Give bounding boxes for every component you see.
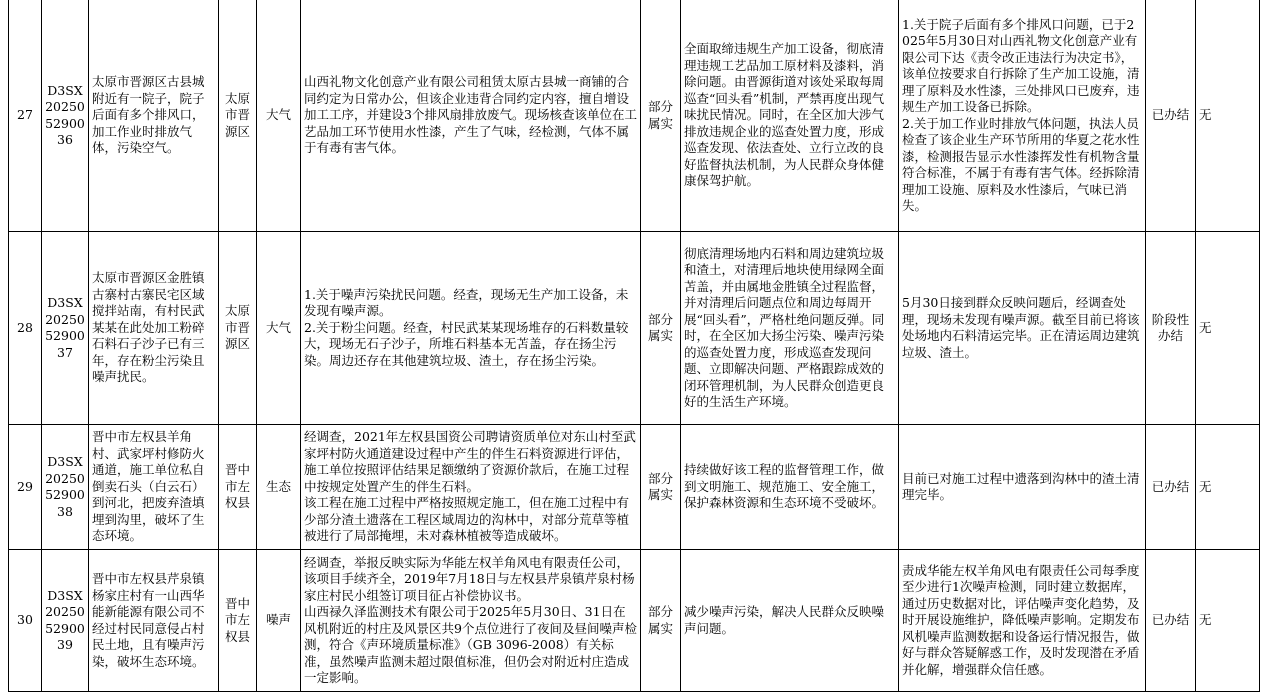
status: 已办结: [1146, 550, 1196, 692]
complaint-content: 晋中市左权县芹泉镇杨家庄村有一山西华能新能源有限公司不经过村民同意侵占村民土地，且有噪声污染，破坏生态环境。: [89, 550, 219, 692]
case-code: D3SX2025052900 37: [42, 232, 89, 425]
case-code: D3SX2025052900 36: [42, 0, 89, 232]
accountability: 无: [1196, 550, 1260, 692]
pollution-type: 噪声: [257, 550, 301, 692]
progress: 目前已对施工过程中遗落到沟林中的渣土清理完毕。: [899, 425, 1146, 550]
verdict: 部分属实: [641, 232, 681, 425]
verdict: 部分属实: [641, 550, 681, 692]
row-number: 27: [9, 0, 42, 232]
progress: 责成华能左权羊角风电有限责任公司每季度至少进行1次噪声检测，同时建立数据库，通过历史数据对比，评估噪声变化趋势，及时开展设施维护，降低噪声影响。定期发布风机噪声监测数据和设备运行情况报告，做好与群众答疑解惑工作，及时发现潜在矛盾并化解，增强群众信任感。: [899, 550, 1146, 692]
district: 太原市晋源区: [219, 0, 257, 232]
progress: 5月30日接到群众反映问题后，经调查处理，现场未发现有噪声源。截至目前已将该处场地内石料清运完毕。正在清运周边建筑垃圾、渣土。: [899, 232, 1146, 425]
rectification-measures: 减少噪声污染，解决人民群众反映噪声问题。: [681, 550, 899, 692]
status: 阶段性办结: [1146, 232, 1196, 425]
rectification-measures: 彻底清理场地内石料和周边建筑垃圾和渣土，对清理后地块使用绿网全面苫盖，并由属地金胜镇全过程监督，并对清理后问题点位和周边每周开展“回头看”，严格杜绝问题反弹。同时，在全区加大扬尘污染、噪声污染的巡查处置力度，形成巡查发现问题、立即解决问题、严格跟踪成效的闭环管理机制，为人民群众创造更良好的生活生产环境。: [681, 232, 899, 425]
table-row: [9, 550, 1260, 692]
verdict: 部分属实: [641, 425, 681, 550]
complaint-content: 太原市晋源区金胜镇古寨村古寨民宅区域搅拌站南，有村民武某某在此处加工粉碎石料石子沙子已有三年，存在粉尘污染且噪声扰民。: [89, 232, 219, 425]
case-table: [8, 0, 1260, 692]
status: 已办结: [1146, 0, 1196, 232]
status: 已办结: [1146, 425, 1196, 550]
accountability: 无: [1196, 425, 1260, 550]
rectification-measures: 全面取缔违规生产加工设备，彻底清理违规工艺品加工原材料及漆料，消除问题。由晋源街道对该处采取每周巡查“回头看”机制，严禁再度出现气味扰民情况。同时，在全区加大涉气排放违规企业的巡查处置力度，形成巡查发现、依法查处、立行立改的良好监督执法机制，为人民群众身体健康保驾护航。: [681, 0, 899, 232]
complaint-content: 太原市晋源区古县城附近有一院子，院子后面有多个排风口，加工作业时排放气体，污染空气。: [89, 0, 219, 232]
table-row: [9, 425, 1260, 550]
row-number: 29: [9, 425, 42, 550]
table-row: [9, 232, 1260, 425]
investigation-result: 山西礼物文化创意产业有限公司租赁太原古县城一商铺的合同约定为日常办公，但该企业违背合同约定内容，擅自增设加工工序，并建设3个排风扇排放废气。现场核查该单位在工艺品加工环节使用水性漆，产生了气味，经检测，气体不属于有毒有害气体。: [301, 0, 641, 232]
accountability: 无: [1196, 232, 1260, 425]
row-number: 28: [9, 232, 42, 425]
progress: 1.关于院子后面有多个排风口问题，已于2025年5月30日对山西礼物文化创意产业有限公司下达《责令改正违法行为决定书》，该单位按要求自行拆除了生产加工设施，清理了原料及水性漆，三处排风口已废弃，违规生产加工设备已拆除。 2.关于加工作业时排放气体问题，执法人员检查了该企业生产环节所用的华夏之花水性漆，检测报告显示水性漆挥发性有机物含量符合标准，不属于有毒有害气体。经拆除清理加工设施、原料及水性漆后，气味已消失。: [899, 0, 1146, 232]
district: 晋中市左权县: [219, 425, 257, 550]
rectification-measures: 持续做好该工程的监督管理工作，做到文明施工、规范施工、安全施工，保护森林资源和生态环境不受破坏。: [681, 425, 899, 550]
row-number: 30: [9, 550, 42, 692]
table-row: [9, 0, 1260, 232]
case-code: D3SX2025052900 38: [42, 425, 89, 550]
investigation-result: 经调查，举报反映实际为华能左权羊角风电有限责任公司，该项目手续齐全，2019年7月18日与左权县芹泉镇芹泉村杨家庄村民小组签订项目征占补偿协议书。 山西禄久泽监测技术有限公司于2025年5月30日、31日在风机附近的村庄及风景区共9个点位进行了夜间及昼间噪声检测，符合《声环境质量标准》（GB 3096-2008）有关标准，虽然噪声监测未超过限值标准，但仍会对附近村庄造成一定影响。: [301, 550, 641, 692]
investigation-result: 经调查，2021年左权县国资公司聘请资质单位对东山村至武家坪村防火通道建设过程中产生的伴生石料资源进行评估，施工单位按照评估结果足额缴纳了资源价款后，在施工过程中按规定处置产生的伴生石料。 该工程在施工过程中严格按照规定施工，但在施工过程中有少部分渣土遗落在工程区域周边的沟林中，对部分荒草等植被进行了局部掩埋，未对森林植被等造成破坏。: [301, 425, 641, 550]
case-code: D3SX2025052900 39: [42, 550, 89, 692]
district: 晋中市左权县: [219, 550, 257, 692]
pollution-type: 生态: [257, 425, 301, 550]
accountability: 无: [1196, 0, 1260, 232]
pollution-type: 大气: [257, 232, 301, 425]
investigation-result: 1.关于噪声污染扰民问题。经查，现场无生产加工设备，未发现有噪声源。 2.关于粉尘问题。经查，村民武某某现场堆存的石料数量较大，现场无石子沙子，所堆石料基本无苫盖，存在扬尘污染。周边还存在其他建筑垃圾、渣土，存在扬尘污染。: [301, 232, 641, 425]
verdict: 部分属实: [641, 0, 681, 232]
pollution-type: 大气: [257, 0, 301, 232]
complaint-content: 晋中市左权县羊角村、武家坪村修防火通道，施工单位私自倒卖石头（白云石）到河北，把废弃渣填埋到沟里，破坏了生态环境。: [89, 425, 219, 550]
district: 太原市晋源区: [219, 232, 257, 425]
